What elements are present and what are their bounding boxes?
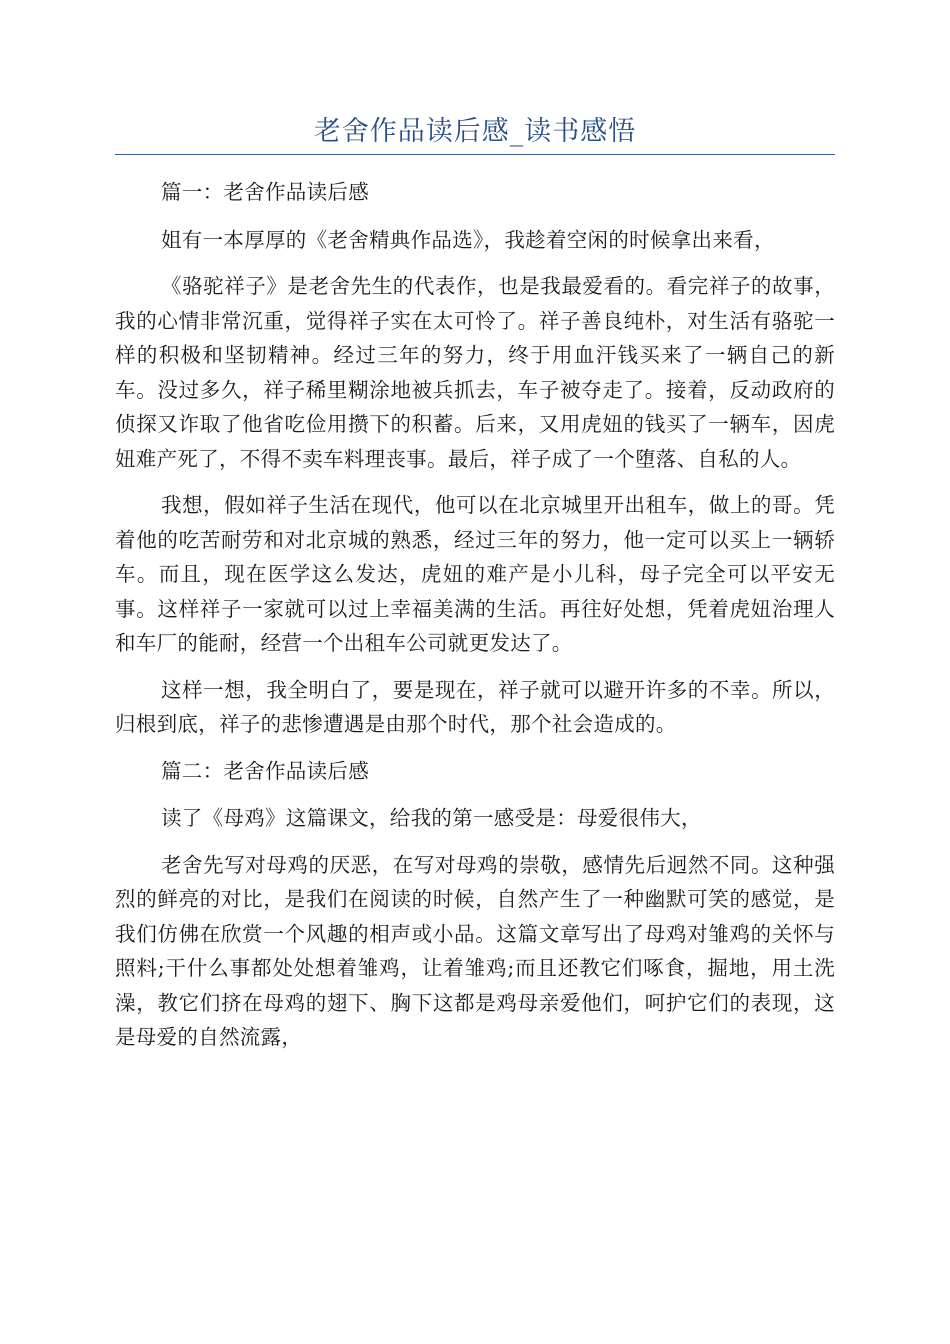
paragraph: 姐有一本厚厚的《老舍精典作品选》，我趁着空闲的时候拿出来看， (161, 227, 775, 252)
paragraph: 这样一想，我全明白了，要是现在，祥子就可以避开许多的不幸。所以，归根到底，祥子的悲惨遭遇是由那个时代，那个社会造成的。 (115, 677, 835, 736)
document-title: 老舍作品读后感_读书感悟 (313, 116, 637, 147)
section-heading-2: 篇二：老舍作品读后感 (161, 758, 369, 783)
document-body (115, 175, 835, 1067)
paragraph: 《骆驼祥子》是老舍先生的代表作，也是我最爱看的。看完祥子的故事，我的心情非常沉重，觉得祥子实在太可怜了。祥子善良纯朴，对生活有骆驼一样的积极和坚韧精神。经过三年的努力，终于用血汗钱买来了一辆自己的新车。没过多久，祥子稀里糊涂地被兵抓去，车子被夺走了。接着，反动政府的侦探又诈取了他省吃俭用攒下的积蓄。后来，又用虎妞的钱买了一辆车，因虎妞难产死了，不得不卖车料理丧事。最后，祥子成了一个堕落、自私的人。 (115, 274, 835, 471)
paragraph: 读了《母鸡》这篇课文，给我的第一感受是：母爱很伟大， (161, 806, 702, 830)
paragraph: 我想，假如祥子生活在现代，他可以在北京城里开出租车，做上的哥。凭着他的吃苦耐劳和对北京城的熟悉，经过三年的努力，他一定可以买上一辆轿车。而且，现在医学这么发达，虎妞的难产是小儿科，母子完全可以平安无事。这样祥子一家就可以过上幸福美满的生活。再往好处想，凭着虎妞治理人和车厂的能耐，经营一个出租车公司就更发达了。 (115, 493, 835, 655)
title-underline (115, 154, 835, 155)
section-heading-1: 篇一：老舍作品读后感 (161, 180, 369, 204)
paragraph: 老舍先写对母鸡的厌恶，在写对母鸡的崇敬，感情先后迥然不同。这种强烈的鲜亮的对比，是我们在阅读的时候，自然产生了一种幽默可笑的感觉，是我们仿佛在欣赏一个风趣的相声或小品。这篇文章写出了母鸡对雏鸡的关怀与照料;干什么事都处处想着雏鸡，让着雏鸡;而且还教它们啄食，掘地，用土洗澡，教它们挤在母鸡的翅下、胸下这都是鸡母亲爱他们，呵护它们的表现，这是母爱的自然流露， (115, 852, 835, 1049)
